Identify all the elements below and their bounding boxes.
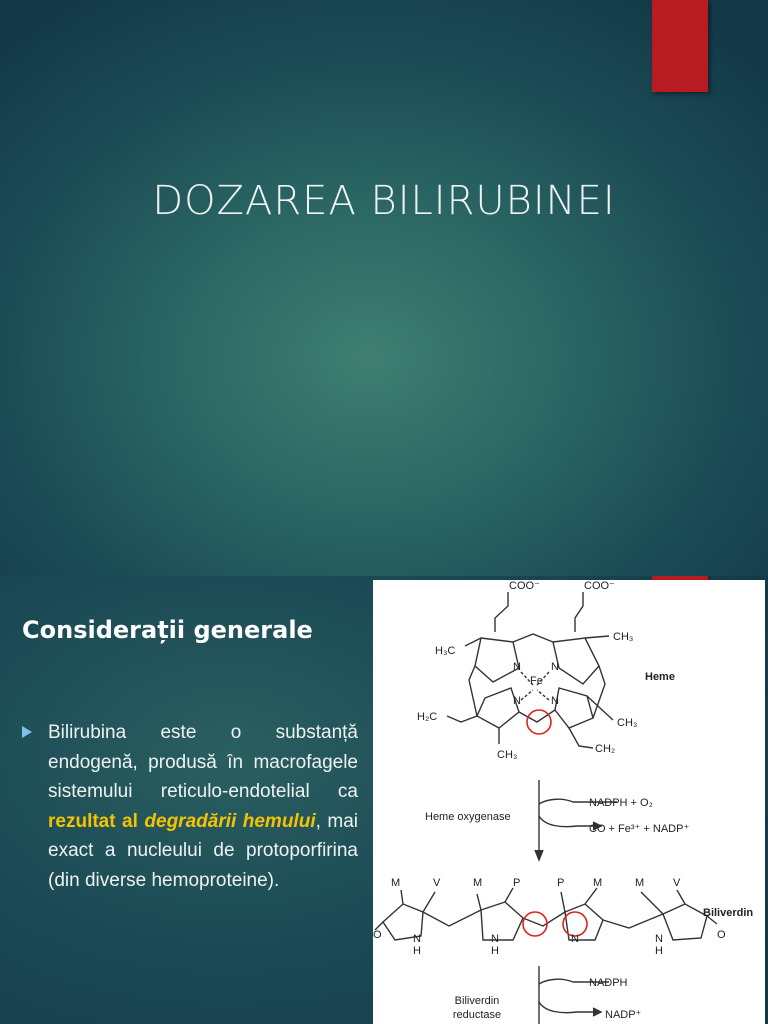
highlight-rezultat: rezultat al [48,810,145,832]
label-o-2: O [717,929,726,941]
bullet-arrow-icon [22,726,32,738]
label-nh-2: N [491,933,499,945]
label-m-2: M [473,877,483,889]
label-coo-1: COO⁻ [509,580,540,592]
label-n-4: N [551,695,559,707]
bullet-text-part1: Bilirubina este o substanță endogenă, produsă în macrofagele sistemului reticulo-endotelial ca [48,722,358,802]
label-v-1: V [433,877,441,889]
slide-title: DOZAREA BILIRUBINEI [152,178,616,224]
label-h-1: H [413,945,421,957]
label-m-1: M [391,877,401,889]
label-p-2: P [557,877,565,889]
label-n-1: N [513,661,521,673]
label-h3c: H₃C [435,645,456,657]
heme-diagram [373,580,765,1024]
label-n-2: N [551,661,559,673]
bullet-text [48,718,358,895]
heme-degradation-figure [373,580,765,1024]
label-m-4: M [635,877,645,889]
label-ch3-a: CH₃ [613,631,634,643]
label-nadp: NADP⁺ [605,1009,642,1021]
label-n-3: N [513,695,521,707]
label-biliverdin: Biliverdin [703,907,754,919]
label-coo-2: COO⁻ [584,580,615,592]
label-p-1: P [513,877,521,889]
label-biliverdin-reductase-1: Biliverdin [454,995,500,1007]
label-heme: Heme [645,671,675,683]
content-slide [0,576,768,1024]
red-accent-tab [652,0,708,92]
label-products: CO + Fe³⁺ + NADP⁺ [589,823,690,835]
label-h2c: H₂C [417,711,438,723]
label-biliverdin-reductase-2: reductase [452,1009,502,1021]
label-m-3: M [593,877,603,889]
label-h-3: H [655,945,663,957]
label-ch3-c: CH₃ [497,749,518,761]
label-fe: Fe [530,675,543,687]
label-nh-3: N [655,933,663,945]
label-heme-oxygenase: Heme oxygenase [425,811,511,823]
label-v-2: V [673,877,681,889]
highlight-degradarii: degradării hemului [144,810,316,832]
bullet-text-part2: , mai exact a nucleului de protoporfirina (din diverse hemoproteine). [48,810,358,891]
label-nadph: NADPH [589,977,628,989]
label-n-5: N [571,933,579,945]
label-h-2: H [491,945,499,957]
label-ch3-b: CH₃ [617,717,638,729]
slide-heading: Considerații generale [22,616,313,644]
label-o-1: O [373,929,382,941]
label-nh-1: N [413,933,421,945]
label-nadph-o2: NADPH + O₂ [589,797,653,809]
label-ch2: CH₂ [595,743,616,755]
